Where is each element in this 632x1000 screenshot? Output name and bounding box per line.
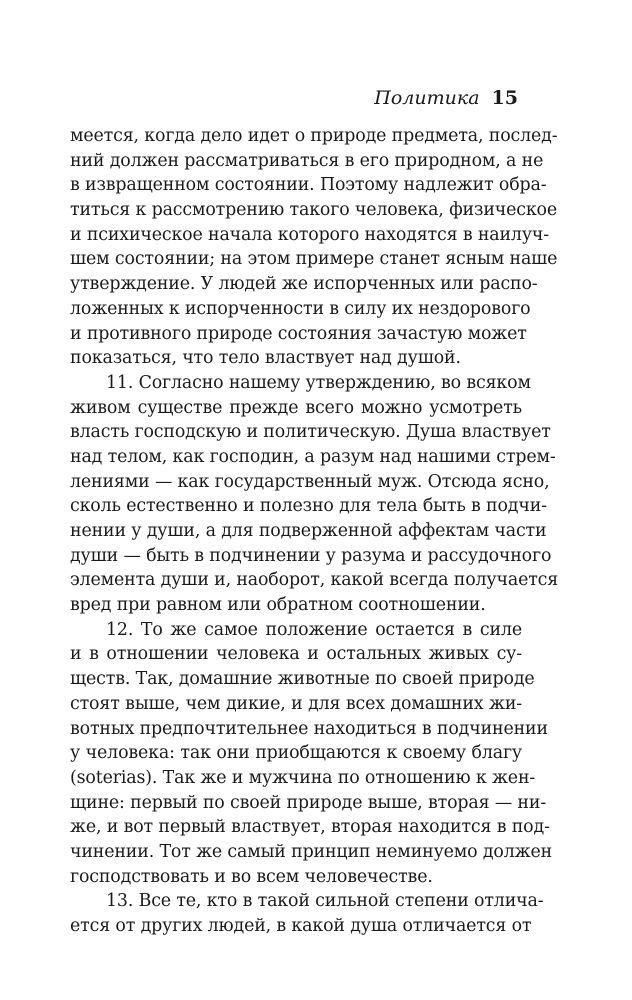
- paragraph: [70, 889, 544, 938]
- text-line: сколь естественно и полезно для тела быть в подчи-: [70, 496, 547, 517]
- text-line: ществ. Так, домашние животные по своей природе: [70, 669, 535, 690]
- text-line: и психическое начала которого находятся в наилуч-: [70, 224, 549, 245]
- text-line: 13. Все те, кто в такой сильной степени отлича-: [106, 891, 544, 912]
- paragraph: [70, 124, 558, 371]
- text-line: в извращенном состоянии. Поэтому надлежит обра-: [70, 175, 547, 196]
- text-line: показаться, что тело властвует над душой.: [70, 348, 461, 369]
- paragraph: [70, 618, 553, 890]
- text-line: вред при равном или обратном соотношении.: [70, 595, 486, 616]
- text-line: ется от других людей, в какой душа отличается от: [70, 916, 532, 936]
- text-line: вотных предпочтительнее находиться в подчинении: [70, 718, 548, 739]
- text-line: титься к рассмотрению такого человека, физическое: [70, 200, 558, 221]
- text-line: же, и вот первый властвует, вторая находится в под-: [70, 817, 550, 838]
- text-line: нении у души, а для подверженной аффектам части: [70, 521, 547, 541]
- text-line: шем состоянии; на этом примере станет ясным наше: [70, 249, 558, 270]
- paragraph: [70, 371, 559, 618]
- text-line: 11. Согласно нашему утверждению, во всяком: [106, 372, 531, 393]
- text-line: (soterias). Так же и мужчина по отношению к жен-: [70, 767, 536, 788]
- text-line: лениями — как государственный муж. Отсюда ясно,: [70, 471, 550, 492]
- text-line: власть господскую и политическую. Душа властвует: [70, 422, 551, 443]
- text-line: господствовать и во всем человечестве.: [70, 866, 433, 887]
- section-title: Политика: [374, 87, 480, 109]
- text-line: живом существе прежде всего можно усмотреть: [70, 397, 522, 418]
- text-line: меется, когда дело идет о природе предмета, послед-: [70, 126, 558, 146]
- text-line: над телом, как господин, а разум над нашими стрем-: [70, 446, 556, 467]
- text-line: щине: первый по своей природе выше, вторая — ни-: [70, 792, 547, 813]
- text-line: и противного природе состояния зачастую может: [70, 323, 527, 344]
- body-text: [70, 124, 559, 939]
- text-line: 12. То же самое положение остается в силе: [106, 619, 522, 640]
- text-line: чинении. Тот же самый принцип неминуемо должен: [70, 841, 553, 862]
- text-line: элемента души и, наоборот, какой всегда получается: [70, 570, 559, 591]
- text-line: и в отношении человека и остальных живых су-: [70, 644, 522, 665]
- text-line: ний должен рассматриваться в его природном, а не: [70, 150, 544, 171]
- text-line: утверждение. У людей же испорченных или распо-: [70, 274, 538, 295]
- text-line: ложенных к испорченности в силу их нездорового: [70, 298, 531, 319]
- text-line: души — быть в подчинении у разума и рассудочного: [70, 545, 552, 566]
- running-head: [374, 86, 518, 110]
- text-line: стоят выше, чем дикие, и для всех домашних жи-: [70, 693, 522, 714]
- text-line: у человека: так они приобщаются к своему благу: [70, 743, 522, 764]
- page-number: 15: [491, 87, 518, 109]
